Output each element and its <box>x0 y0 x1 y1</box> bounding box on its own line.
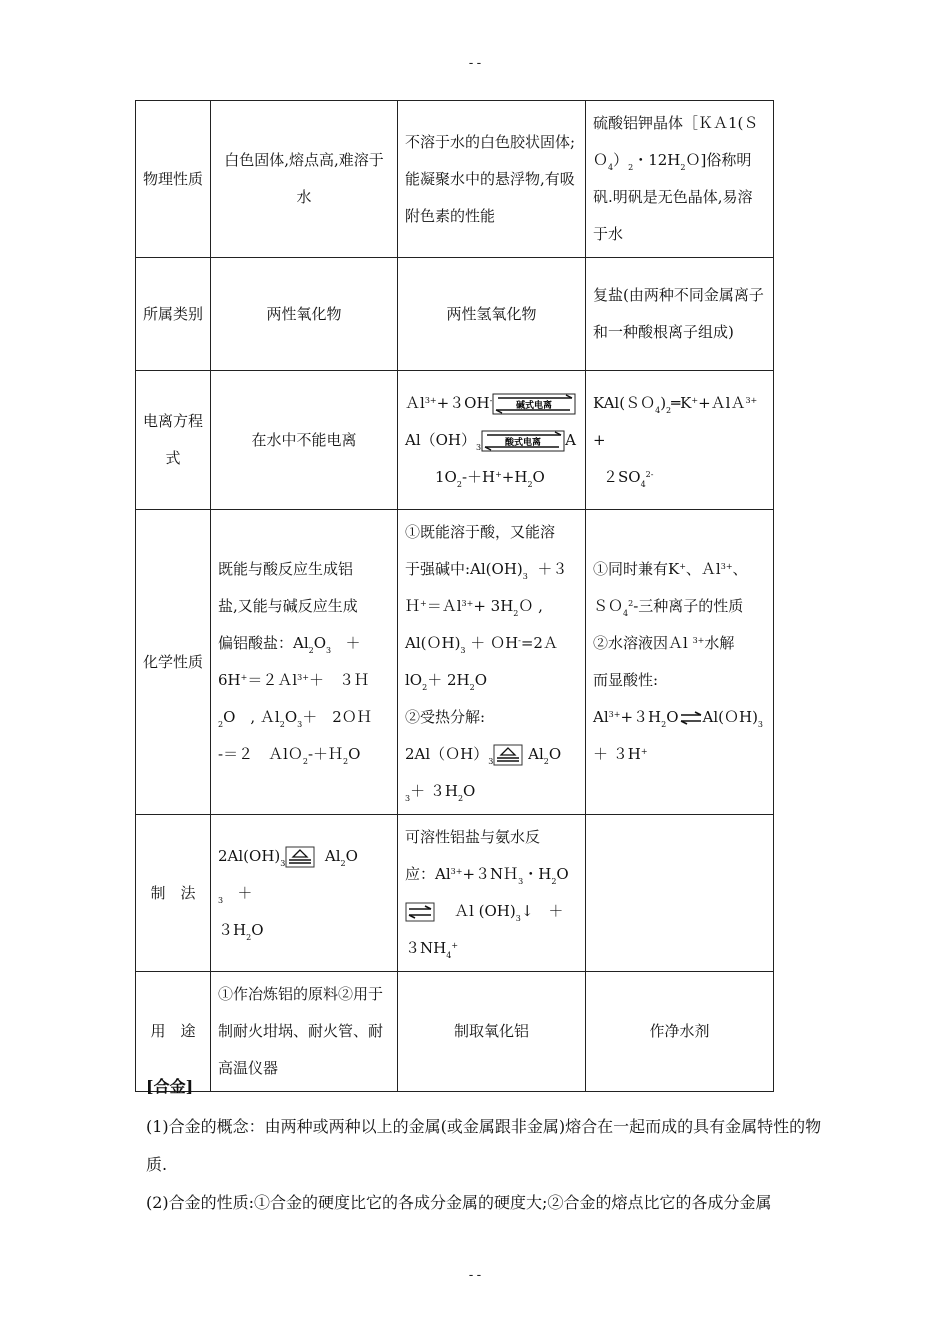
cell-text: ①同时兼有K <box>593 560 680 578</box>
cell-text: ＝２Ａl <box>247 671 298 689</box>
cell-text: =2Ａ <box>520 634 558 652</box>
cell-text: 作净水剂 <box>649 1022 710 1040</box>
cell-text: ①作冶炼铝的原料②用于制耐火坩埚、耐火管、耐高温仪器 <box>218 985 384 1077</box>
cell-text: ＋ <box>237 883 253 902</box>
table-row <box>136 371 774 510</box>
cell-text: Ｏ <box>593 151 609 169</box>
cell-text: Al（OH） <box>405 430 477 449</box>
subscript: 2 <box>308 646 314 655</box>
cell-text: O <box>284 708 298 726</box>
paragraph: (1)合金的概念：由两种或两种以上的金属(或金属跟非金属)熔合在一起而成的具有金属特性的物质. <box>146 1117 822 1174</box>
subscript: 4 <box>608 163 614 172</box>
section-heading: [合金] <box>146 1077 194 1096</box>
subscript: 2 <box>661 720 667 729</box>
row-label-text: 所属类别 <box>143 304 204 323</box>
table-cell <box>211 101 398 258</box>
cell-line: 盐,又能与碱反应生成 <box>218 597 358 615</box>
cell-line: 可溶性铝盐与氨水反 <box>405 828 541 846</box>
equilibrium-arrow-icon <box>481 430 565 452</box>
cell-text: 、Ａl <box>685 560 721 578</box>
table-cell <box>211 510 398 815</box>
subscript: 2 <box>279 720 285 729</box>
cell-text: O <box>463 782 476 800</box>
row-label-text: 化学性质 <box>143 652 204 671</box>
cell-line: ②受热分解: <box>405 708 486 726</box>
subscript: 3 <box>218 895 224 905</box>
subscript: 3 <box>280 858 286 868</box>
cell-text: KAl(ＳＯ <box>593 393 656 412</box>
cell-text: 两性氢氧化物 <box>446 304 537 323</box>
superscript: 3+ <box>450 867 463 876</box>
table-row <box>136 815 774 972</box>
table-row <box>136 101 774 258</box>
cell-text: O <box>251 920 264 939</box>
subscript: 4 <box>446 951 452 960</box>
cell-text: -＋Ｈ <box>307 745 344 763</box>
cell-text: O <box>548 745 562 763</box>
table-cell <box>398 815 586 972</box>
cell-text: Al <box>528 745 544 763</box>
subscript: 2 <box>680 163 686 172</box>
table-cell <box>211 258 398 371</box>
table-cell <box>398 101 586 258</box>
row-label-text: 电离方程式 <box>143 412 204 467</box>
table-row <box>136 258 774 371</box>
cell-line: 既能与酸反应生成铝 <box>218 560 354 578</box>
cell-text: Al(ＯH) <box>405 634 461 652</box>
reversible-arrow-icon <box>679 711 703 725</box>
cell-text: Ｈ <box>405 597 421 615</box>
cell-text: + 3H <box>473 597 514 615</box>
cell-text: 应：Al <box>405 865 451 883</box>
superscript: 3+ <box>608 710 621 719</box>
superscript: + <box>640 747 648 756</box>
superscript: 3+ <box>692 636 705 645</box>
subscript: 3 <box>757 720 764 729</box>
subscript: 3 <box>460 646 466 655</box>
arrow-label: 碱式电离 <box>516 400 553 411</box>
cell-text: ═K <box>671 393 692 412</box>
cell-text: ３NH <box>405 939 447 957</box>
cell-text: 硫酸铝钾晶体［ＫＡ1(Ｓ <box>593 114 759 132</box>
row-label-text: 用 途 <box>150 1022 196 1040</box>
cell-text: ＋３ <box>537 560 568 578</box>
subscript: 2 <box>666 405 672 415</box>
cell-text: O <box>313 634 327 652</box>
subscript: 3 <box>522 572 528 581</box>
table-cell <box>586 510 774 815</box>
subscript: 4 <box>640 479 646 489</box>
cell-text: 白色固体,熔点高,难溶于水 <box>224 151 384 206</box>
cell-text: O <box>666 708 679 726</box>
reversible-arrow-icon <box>405 902 435 922</box>
table-row <box>136 510 774 815</box>
superscript: + <box>495 469 502 479</box>
subscript: 3 <box>488 757 494 766</box>
cell-text: 偏铝酸盐：Al <box>218 634 309 652</box>
superscript: 3+ <box>297 673 309 682</box>
superscript: - <box>489 395 493 405</box>
cell-text: 复盐(由两种不同金属离子和一种酸根离子组成) <box>593 286 764 341</box>
subscript: 2 <box>543 757 549 766</box>
subscript: 2 <box>513 609 519 618</box>
cell-text: +３NＨ <box>462 865 519 883</box>
cell-text: 制取氧化铝 <box>453 1022 529 1040</box>
subscript: 4 <box>623 609 629 618</box>
subscript: 2 <box>340 858 346 868</box>
table-cell <box>586 101 774 258</box>
subscript: 4 <box>655 405 661 415</box>
paragraph: (2)合金的性质:①合金的硬度比它的各成分金属的硬度大;②合金的熔点比它的各成分金属 <box>146 1193 772 1212</box>
cell-text: lO <box>405 671 423 689</box>
cell-text: O , Ａl <box>223 708 280 726</box>
cell-text: ＋ ３H <box>410 782 458 800</box>
cell-text: ) <box>660 393 667 412</box>
subscript: 2 <box>469 683 475 692</box>
cell-text: +ＡlＡ <box>698 393 746 412</box>
cell-text: 不溶于水的白色胶状固体;能凝聚水中的悬浮物,有吸附色素的性能 <box>405 132 576 225</box>
cell-text: ＳＯ <box>593 597 624 615</box>
cell-text: ３H <box>218 920 247 939</box>
cell-text: Ｏ]俗称明矾.明矾是无色晶体,易溶于水 <box>593 151 753 243</box>
subscript: 3 <box>297 720 303 729</box>
cell-text: + <box>593 430 606 449</box>
subscript: 2 <box>218 720 224 729</box>
table-cell <box>398 371 586 510</box>
subscript: 3 <box>476 442 482 452</box>
cell-text: 1O <box>435 467 457 486</box>
cell-text: ・H <box>523 865 552 883</box>
cell-text: Ａl <box>405 393 425 412</box>
cell-text: ） <box>613 151 629 169</box>
table-cell <box>586 815 774 972</box>
cell-text: +３OH <box>436 393 490 412</box>
superscript: 2 <box>628 599 634 608</box>
subscript: 3 <box>515 914 521 923</box>
cell-text: ↓ ＋ <box>520 902 564 920</box>
subscript: 2 <box>628 163 634 172</box>
superscript: 2- <box>645 469 654 479</box>
cell-text: +H <box>501 467 528 486</box>
subscript: 3 <box>518 877 524 886</box>
row-label <box>136 258 211 371</box>
page-header-mark: -- <box>467 56 483 71</box>
aluminium-compounds-table <box>135 100 774 1092</box>
subscript: 3 <box>405 794 411 803</box>
subscript: 2 <box>457 794 464 803</box>
superscript: 3+ <box>461 599 474 608</box>
table-cell <box>586 371 774 510</box>
cell-text: Al <box>593 708 609 726</box>
subscript: 2 <box>422 683 428 692</box>
superscript: + <box>240 673 248 682</box>
cell-text: 2Al（ＯH） <box>405 745 489 763</box>
cell-text: -＝２ ＡlＯ <box>218 745 303 763</box>
row-label <box>136 101 211 258</box>
cell-text: O <box>556 865 569 883</box>
cell-text: ＋ 2ＯＨ <box>302 708 372 726</box>
row-label-text: 物理性质 <box>143 169 204 188</box>
cell-text: O <box>348 745 361 763</box>
superscript: + <box>451 941 459 950</box>
subscript: 2 <box>527 479 533 489</box>
superscript: 3+ <box>745 395 758 405</box>
cell-text: ＋ ＯH <box>470 634 519 652</box>
cell-text: O <box>474 671 488 689</box>
cell-text: 两性氧化物 <box>266 304 342 323</box>
cell-text: ＝Ａl <box>426 597 462 615</box>
subscript: 2 <box>551 877 557 886</box>
row-label <box>136 510 211 815</box>
cell-text: 2Al(OH) <box>218 846 281 865</box>
subscript: 2 <box>343 757 349 766</box>
table-cell <box>211 371 398 510</box>
cell-text: 、 <box>732 560 748 578</box>
page-footer-mark: -- <box>467 1268 483 1283</box>
cell-text: -＋H <box>461 467 496 486</box>
cell-text: ＋ <box>345 634 361 652</box>
equilibrium-arrow-icon <box>489 393 576 415</box>
superscript: + <box>679 562 686 571</box>
cell-text: 水解 <box>704 634 735 652</box>
cell-line: 而显酸性: <box>593 671 659 689</box>
cell-text: ・12H <box>633 151 681 169</box>
superscript: - <box>518 636 521 645</box>
table-cell <box>211 815 398 972</box>
cell-text: O <box>345 846 358 865</box>
table-cell <box>586 258 774 371</box>
cell-text: ＋ 2H <box>427 671 470 689</box>
subscript: 2 <box>302 757 308 766</box>
cell-text: 于强碱中:Al(OH) <box>405 560 523 578</box>
cell-text: Al <box>324 846 341 865</box>
arrow-label: 酸式电离 <box>505 437 542 448</box>
cell-text: A <box>565 430 576 449</box>
superscript: 3+ <box>424 395 437 405</box>
subscript: 3 <box>326 646 332 655</box>
cell-text: 在水中不能电离 <box>251 430 357 449</box>
cell-line: ①既能溶于酸，又能溶 <box>405 523 556 541</box>
row-label-text: 制 法 <box>150 883 196 902</box>
cell-text: Ａl (OH) <box>454 902 516 920</box>
cell-text: ＋ ３H <box>593 745 641 763</box>
subscript: 2 <box>456 479 462 489</box>
cell-text: ＋ ３Ｈ <box>308 671 369 689</box>
cell-text: +３H <box>620 708 662 726</box>
superscript: 3+ <box>720 562 733 571</box>
cell-text: O <box>532 467 545 486</box>
cell-text: ②水溶液因Ａl <box>593 634 688 652</box>
heat-arrow-icon <box>493 744 523 766</box>
cell-text: Al(ＯH) <box>702 708 758 726</box>
row-label <box>136 371 211 510</box>
cell-text: -三种离子的性质 <box>633 597 744 615</box>
superscript: + <box>691 395 699 405</box>
superscript: + <box>420 599 427 608</box>
table-cell <box>398 510 586 815</box>
subscript: 2 <box>246 932 252 942</box>
cell-text: 6H <box>218 671 241 689</box>
cell-text: Ｏ , <box>518 597 543 615</box>
heat-arrow-icon <box>285 846 315 868</box>
cell-text: ２SO <box>603 467 641 486</box>
row-label <box>136 815 211 972</box>
table-cell <box>398 258 586 371</box>
